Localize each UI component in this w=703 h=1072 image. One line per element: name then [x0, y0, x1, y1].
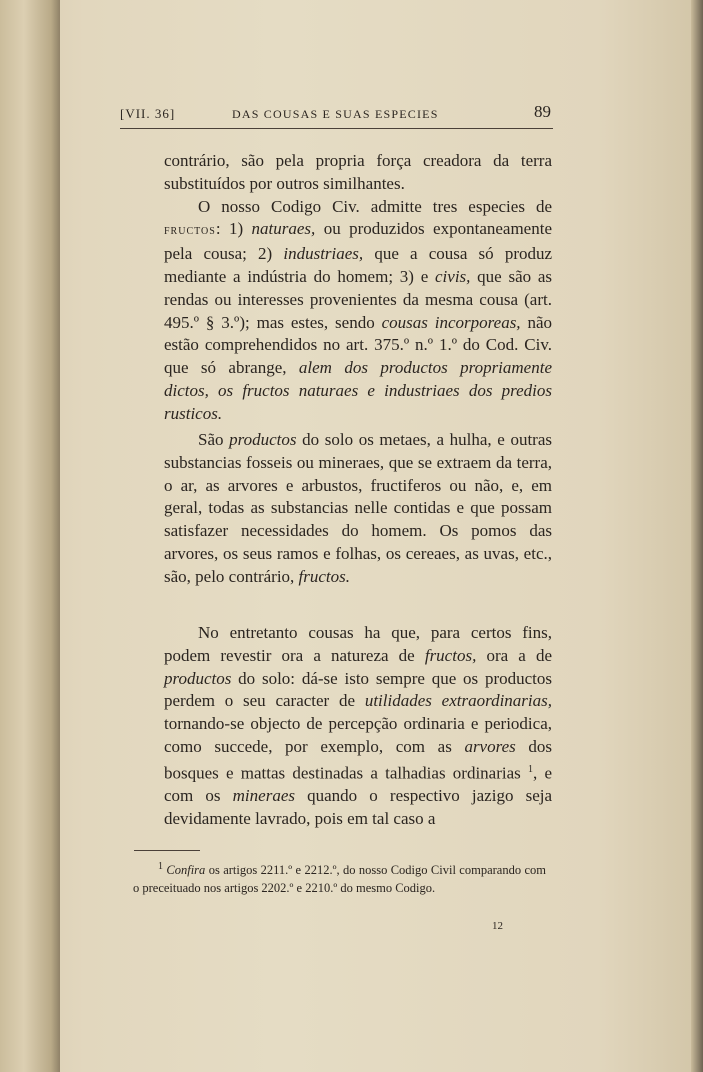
italic-term: mineraes: [232, 786, 295, 806]
italic-term: productos: [229, 430, 297, 449]
paragraph-2: [164, 429, 552, 589]
text-run: que a cousa só produz mediante a indústria do homem; 3) e: [164, 244, 553, 286]
italic-term: fructos.: [298, 566, 351, 586]
italic-term: cousas incorporeas,: [381, 312, 521, 332]
text-run: não estão comprehendidos no art. 375.º n.º 1.º do Cod. Civ. que só abrange,: [164, 312, 552, 378]
footnote-rule: [134, 850, 200, 851]
text-run: os artigos 2211.º e 2212.º, do nosso Codigo Civil comparando com o preceituado nos artigos 2202.º e 2210.º do mesmo Codigo.: [133, 863, 546, 896]
page-edge: [691, 0, 703, 1072]
footnote: [133, 858, 546, 897]
paragraph-3: [164, 622, 552, 831]
italic-term: arvores: [464, 736, 516, 756]
paragraph-1: [164, 150, 552, 426]
text-run: que são as rendas ou interesses provenientes da mesma cousa (art. 495.º § 3.º); mas estes, sendo: [164, 266, 553, 332]
italic-term: utilidades extraordinarias,: [364, 691, 552, 711]
text-run: dos bosques e mattas destinadas a talhadias ordinarias: [164, 736, 552, 783]
footnote-number: 1: [158, 861, 163, 872]
running-title: DAS COUSAS E SUAS ESPECIES: [232, 107, 439, 121]
text-run: O nosso Codigo Civ. admitte tres especies de: [198, 196, 552, 216]
text-run: ou produzidos expontaneamente pela cousa; 2): [164, 219, 552, 264]
small-caps-term: fructos: [164, 223, 216, 239]
text-run: do solo: dá-se isto sempre que os productos perdem o seu caracter de: [164, 668, 552, 711]
text-run: : 1): [215, 219, 244, 239]
italic-term: naturaes,: [251, 219, 316, 239]
page-number: 89: [534, 102, 551, 121]
page-gutter: [0, 0, 60, 1072]
footnote-marker: 1: [527, 763, 533, 775]
text-run: tornando-se objecto de percepção ordinaria e periodica, como succede, por exemplo, com as: [164, 714, 552, 756]
italic-term: civis,: [435, 266, 471, 286]
text-run: contrário, são pela propria força creadora da terra substituídos por outros similhantes.: [164, 151, 552, 193]
italic-term: alem dos productos propriamente dictos, os fructos naturaes e industriaes dos predios rusticos.: [164, 358, 552, 423]
section-reference: [VII. 36]: [120, 106, 176, 121]
italic-term: Confira: [166, 863, 206, 878]
italic-term: fructos,: [424, 645, 477, 665]
text-run: No entretanto cousas ha que, para certos fins, podem revestir ora a natureza de: [164, 623, 552, 665]
signature-mark: 12: [492, 920, 503, 932]
italic-term: productos: [164, 668, 232, 688]
text-run: do solo os metaes, a hulha, e outras substancias fosseis ou mineraes, que se extraem da terra, o ar, as arvores e arbustos, fructiferos ou não, e, em geral, todas as substancias nelle contidas e que possam satisfazer necessidades do homem. Os pomos das arvores, os seus ramos e folhas, os cereaes, as uvas, etc., são, pelo contrário,: [164, 430, 553, 586]
text-run: quando o respectivo jazigo seja devidamente lavrado, pois em tal caso a: [164, 786, 553, 829]
italic-term: industriaes,: [283, 244, 364, 264]
text-run: São: [198, 430, 224, 449]
text-run: , e com os: [164, 763, 552, 806]
running-header: [120, 102, 553, 129]
text-run: ora a de: [486, 645, 552, 665]
